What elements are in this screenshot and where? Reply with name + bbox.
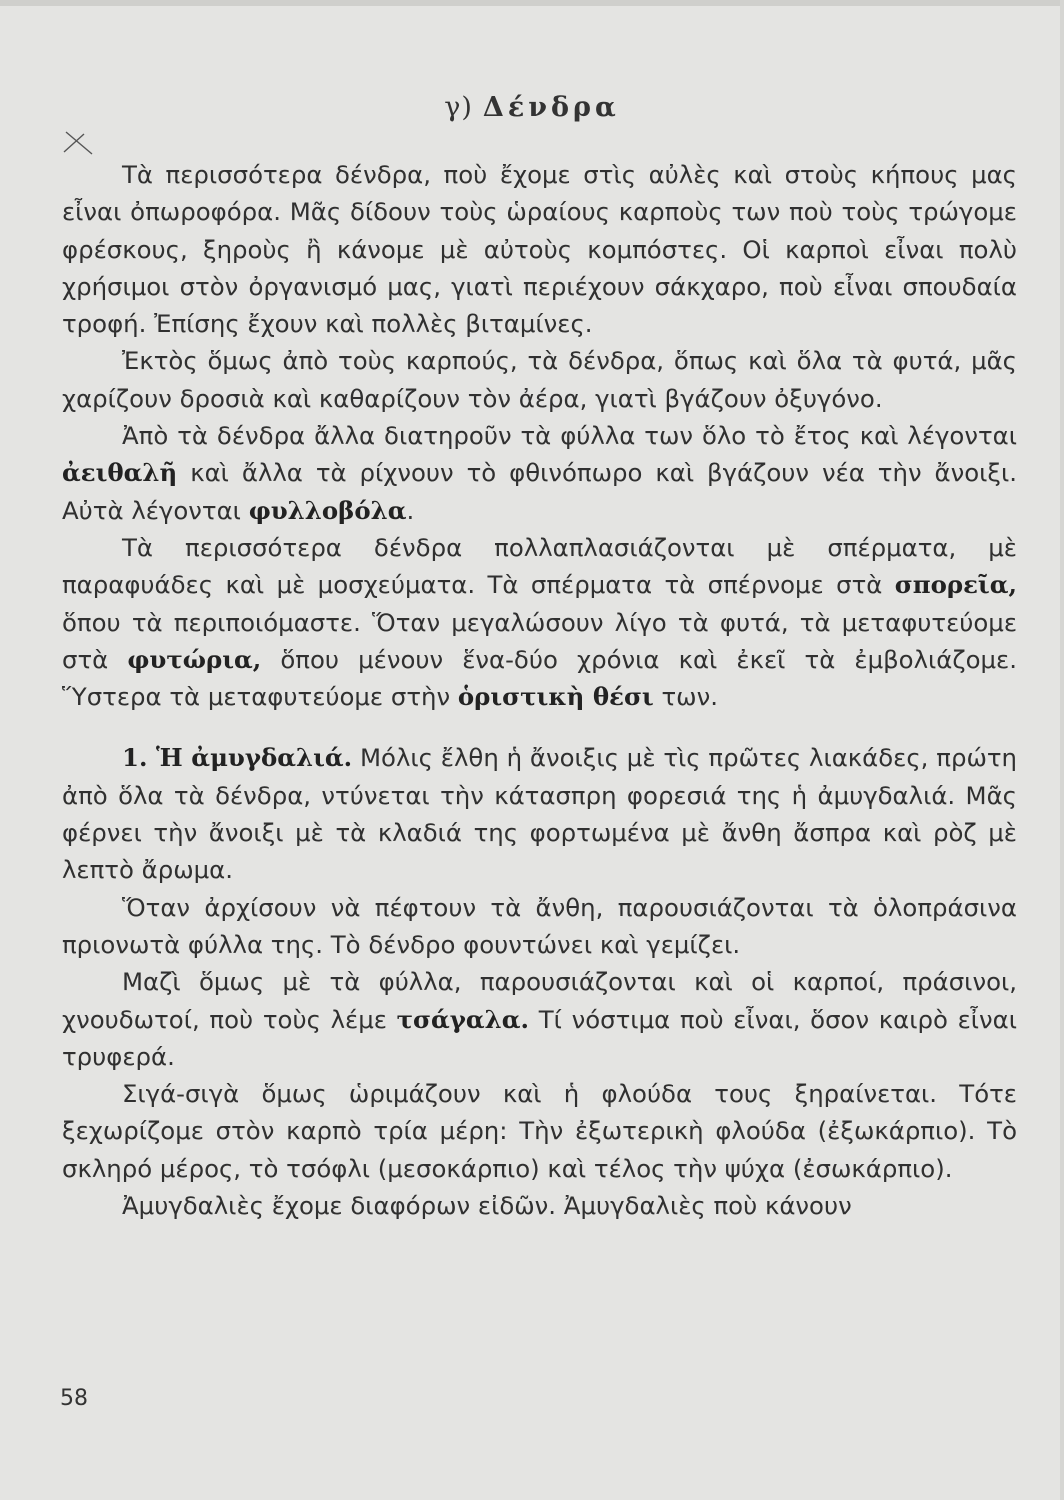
- text-run: .: [406, 495, 415, 525]
- paragraph: [62, 739, 1017, 888]
- text-run: Ὅταν ἀρχίσουν νὰ πέφτουν τὰ ἄνθη, παρουσιάζονται τὰ ὁλοπράσινα πριονωτὰ φύλλα της. Τὸ δένδρο φουντώνει καὶ γεμίζει.: [62, 892, 1017, 959]
- text-run: καὶ ἄλλα τὰ ρίχνουν τὸ φθινόπωρο καὶ βγάζουν νέα τὴν ἄνοιξι. Αὐτὰ λέγονται: [62, 458, 1017, 525]
- text-run: Τί νόστιμα ποὺ εἶναι, ὅσον καιρὸ εἶναι τρυφερά.: [62, 1004, 1018, 1071]
- page-right-edge: [1060, 0, 1064, 1500]
- body-text: [62, 156, 1017, 1224]
- bold-term: 1. Ἡ ἀμυγδαλιά.: [122, 743, 353, 773]
- text-run: ὅπου μένουν ἕνα-δύο χρόνια καὶ ἐκεῖ τὰ ἐμβολιάζομε. Ὕστερα τὰ μεταφυτεύομε στὴν: [62, 644, 1017, 712]
- paragraph: [62, 963, 1017, 1075]
- paragraph: [62, 1187, 1017, 1224]
- page-top-edge: [0, 0, 1064, 6]
- text-run: Τὰ περισσότερα δένδρα πολλαπλασιάζονται μὲ σπέρματα, μὲ παραφυάδες καὶ μὲ μοσχεύματα. Τὰ σπέρματα τὰ σπέρνομε στὰ: [62, 532, 1017, 600]
- text-run: Τὰ περισσότερα δένδρα, ποὺ ἔχομε στὶς αὐλὲς καὶ στοὺς κήπους μας εἶναι ὀπωροφόρα. Μᾶς δίδουν τοὺς ὡραίους καρποὺς των ποὺ τοὺς τρώγομε φρέσκους, ξηροὺς ἢ κάνομε μὲ αὐτοὺς κομπόστες. Οἱ καρποὶ εἶναι πολὺ χρήσιμοι στὸν ὀργανισμό μας, γιατὶ περιέχουν σάκχαρο, ποὺ εἶναι σπουδαία τροφή. Ἐπίσης ἔχουν καὶ πολλὲς βιταμίνες.: [62, 160, 1017, 339]
- paragraph: [62, 529, 1017, 715]
- bold-term: σπορεῖα,: [894, 570, 1017, 600]
- pencil-x-mark-icon: [60, 128, 100, 158]
- text-run: των.: [653, 682, 718, 712]
- page-number: 58: [60, 1386, 88, 1411]
- bold-term: φυλλοβόλα: [248, 495, 407, 525]
- text-run: Ἀμυγδαλιὲς ἔχομε διαφόρων εἰδῶν. Ἀμυγδαλιὲς ποὺ κάνουν: [122, 1191, 852, 1221]
- text-run: Ἐκτὸς ὅμως ἀπὸ τοὺς καρπούς, τὰ δένδρα, ὅπως καὶ ὅλα τὰ φυτά, μᾶς χαρίζουν δροσιὰ καὶ καθαρίζουν τὸν ἀέρα, γιατὶ βγάζουν ὀξυγόνο.: [62, 346, 1017, 413]
- bold-term: ἀειθαλῆ: [62, 458, 178, 488]
- text-run: Μαζὶ ὅμως μὲ τὰ φύλλα, παρουσιάζονται καὶ οἱ καρποί, πράσινοι, χνουδωτοί, ποὺ τοὺς λέμε: [62, 967, 1017, 1034]
- bold-term: φυτώρια,: [127, 644, 262, 674]
- paragraph: [62, 417, 1017, 529]
- bold-term: τσάγαλα.: [396, 1004, 530, 1034]
- paragraph: [62, 1075, 1017, 1187]
- section-heading: [0, 92, 1064, 123]
- paragraph: [62, 889, 1017, 964]
- section-label: γ): [444, 92, 473, 123]
- section-title: Δένδρα: [482, 92, 620, 123]
- text-run: Μόλις ἔλθη ἡ ἄνοιξις μὲ τὶς πρῶτες λιακάδες, πρώτη ἀπὸ ὅλα τὰ δένδρα, ντύνεται τὴν κάτασπρη φορεσιά της ἡ ἀμυγδαλιά. Μᾶς φέρνει τὴν ἄνοιξι μὲ τὰ κλαδιά της φορτωμένα μὲ ἄνθη ἄσπρα καὶ ρὸζ μὲ λεπτὸ ἄρωμα.: [62, 743, 1018, 885]
- paragraph: [62, 342, 1017, 417]
- text-run: Ἀπὸ τὰ δένδρα ἄλλα διατηροῦν τὰ φύλλα των ὅλο τὸ ἔτος καὶ λέγονται: [122, 421, 1017, 451]
- bold-term: ὁριστικὴ θέσι: [457, 682, 654, 712]
- text-run: ὅπου τὰ περιποιόμαστε. Ὅταν μεγαλώσουν λίγο τὰ φυτά, τὰ μεταφυτεύομε στὰ: [62, 607, 1017, 674]
- text-run: Σιγά-σιγὰ ὅμως ὡριμάζουν καὶ ἡ φλούδα τους ξηραίνεται. Τότε ξεχωρίζομε στὸν καρπὸ τρία μέρη: Τὴν ἐξωτερικὴ φλούδα (ἐξωκάρπιο). Τὸ σκληρό μέρος, τὸ τσόφλι (μεσοκάρπιο) καὶ τέλος τὴν ψύχα (ἐσωκάρπιο).: [62, 1079, 1017, 1183]
- paragraph: [62, 156, 1017, 342]
